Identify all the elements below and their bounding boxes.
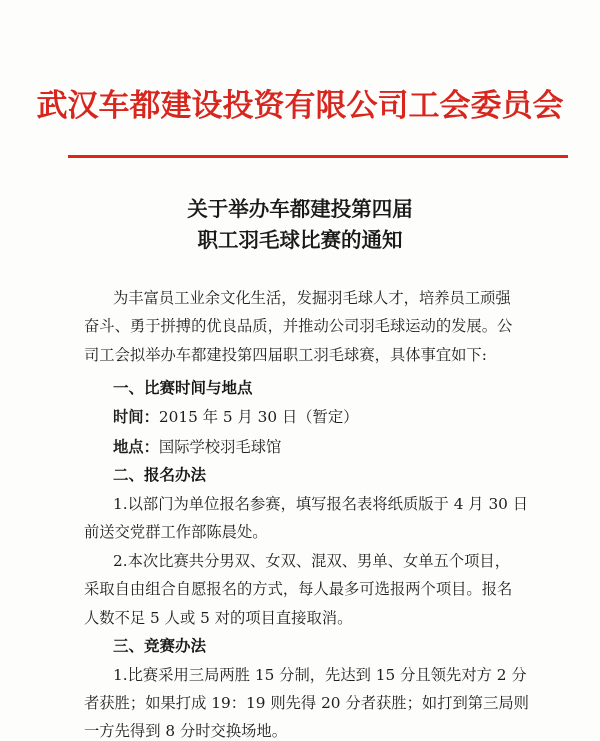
event-place-value: 国际学校羽毛球馆	[158, 438, 282, 456]
registration-item-2-line-2: 采取自由组合自愿报名的方式，每人最多可选报两个项目。报名	[84, 580, 513, 598]
section-2-heading: 二、报名办法	[113, 466, 207, 484]
intro-line-2: 奋斗、勇于拼搏的优良品质，并推动公司羽毛球运动的发展。公	[84, 317, 513, 335]
section-3-heading: 三、竞赛办法	[113, 637, 207, 655]
registration-item-2-line-3: 人数不足 5 人或 5 对的项目直接取消。	[84, 609, 353, 627]
rules-item-1-line-1: 1.比赛采用三局两胜 15 分制，先达到 15 分且领先对方 2 分	[113, 666, 527, 684]
letterhead-red-rule	[68, 155, 568, 158]
notice-title-line-2: 职工羽毛球比赛的通知	[197, 228, 403, 252]
intro-line-3: 司工会拟举办车都建投第四届职工羽毛球赛，具体事宜如下:	[84, 346, 487, 364]
registration-item-1-line-1: 1.以部门为单位报名参赛，填写报名表将纸质版于 4 月 30 日	[113, 495, 529, 513]
registration-item-2-line-1: 2.本次比赛共分男双、女双、混双、男单、女单五个项目，	[113, 552, 511, 570]
rules-item-1-line-2: 者获胜；如果打成 19：19 则先得 20 分者获胜；如打到第三局则	[84, 694, 529, 712]
intro-line-1: 为丰富员工业余文化生活，发掘羽毛球人才，培养员工顽强	[113, 289, 511, 307]
event-time-value: 2015 年 5 月 30 日（暂定）	[158, 408, 359, 426]
event-time	[113, 406, 358, 428]
rules-item-1-line-3: 一方先得到 8 分时交换场地。	[84, 722, 288, 740]
event-place-label: 地点：	[113, 438, 159, 456]
event-place	[113, 436, 281, 458]
notice-title-line-1: 关于举办车都建投第四届	[187, 197, 413, 221]
section-1-heading: 一、比赛时间与地点	[113, 379, 253, 397]
registration-item-1-line-2: 前送交党群工作部陈晨处。	[84, 523, 268, 541]
letterhead-organization: 武汉车都建设投资有限公司工会委员会	[36, 88, 564, 124]
event-time-label: 时间：	[113, 408, 159, 426]
